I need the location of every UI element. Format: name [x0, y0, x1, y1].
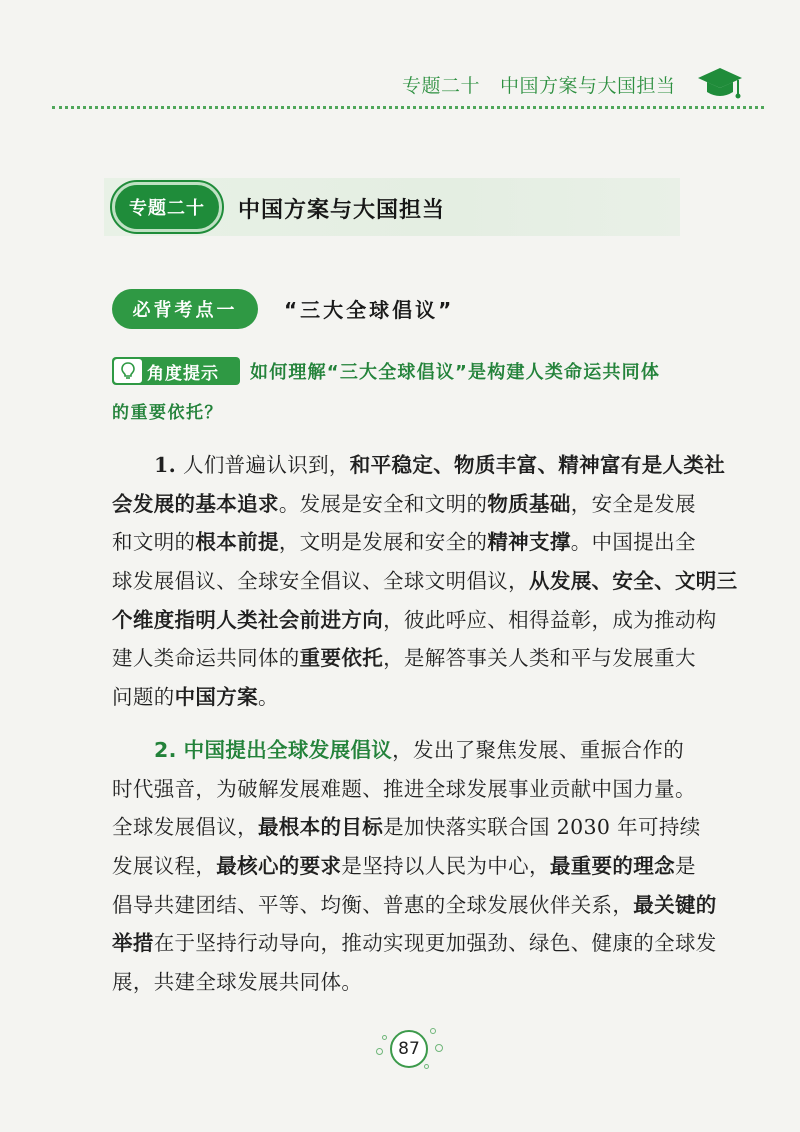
- lightbulb-icon: [114, 359, 142, 383]
- paragraph-2-line: 全球发展倡议，最根本的目标是加快落实联合国 2030 年可持续: [112, 815, 701, 840]
- section-banner: [104, 178, 680, 236]
- paragraph-2-line: 2. 中国提出全球发展倡议，发出了聚焦发展、重振合作的: [154, 738, 685, 762]
- section-tag: 专题二十: [112, 182, 222, 232]
- running-head: [402, 66, 676, 102]
- angle-hint-question-line2: 的重要依托？: [112, 403, 223, 423]
- page-number: [372, 1020, 444, 1084]
- angle-hint-badge: [112, 357, 240, 385]
- decorative-dot: [424, 1064, 429, 1069]
- angle-hint-question-line1: 如何理解“三大全球倡议”是构建人类命运共同体: [250, 362, 661, 383]
- paragraph-1-line: 问题的中国方案。: [112, 685, 279, 710]
- header-dotted-divider: [52, 106, 764, 109]
- paragraph-1-line: 球发展倡议、全球安全倡议、全球文明倡议，从发展、安全、文明三: [112, 569, 738, 594]
- paragraph-2-line: 倡导共建团结、平等、均衡、普惠的全球发展伙伴关系，最关键的: [112, 892, 717, 917]
- decorative-dot: [430, 1028, 436, 1034]
- paragraph-2-number: 2.: [154, 738, 177, 762]
- angle-hint-label: 角度提示: [147, 363, 219, 384]
- decorative-dot: [382, 1035, 387, 1040]
- key-point-tag: 必背考点一: [112, 289, 258, 329]
- paragraph-1-line: 会发展的基本追求。发展是安全和文明的物质基础，安全是发展: [112, 491, 696, 516]
- running-head-topic-label: 专题二十: [402, 74, 481, 97]
- key-point-title: “三大全球倡议”: [284, 298, 455, 322]
- paragraph-2-line: 时代强音，为破解发展难题、推进全球发展事业贡献中国力量。: [112, 776, 696, 801]
- paragraph-1-line: 1. 人们普遍认识到，和平稳定、物质丰富、精神富有是人类社: [154, 453, 726, 477]
- decorative-dot: [435, 1044, 443, 1052]
- running-head-topic-title: 中国方案与大国担当: [500, 74, 676, 97]
- paragraph-2-line: 举措在于坚持行动导向，推动实现更加强劲、绿色、健康的全球发: [112, 931, 717, 956]
- paragraph-1-line: 和文明的根本前提，文明是发展和安全的精神支撑。中国提出全: [112, 530, 696, 555]
- paragraph-2-line: 发展议程，最核心的要求是坚持以人民为中心，最重要的理念是: [112, 854, 696, 879]
- paragraph-1-line: 建人类命运共同体的重要依托，是解答事关人类和平与发展重大: [112, 646, 696, 671]
- paragraph-1-line: 个维度指明人类社会前进方向，彼此呼应、相得益彰，成为推动构: [112, 607, 717, 632]
- page-number-value: 87: [390, 1030, 428, 1068]
- decorative-dot: [376, 1048, 383, 1055]
- paragraph-1-number: 1.: [154, 453, 177, 477]
- paragraph-1: [112, 446, 738, 717]
- graduation-cap-icon: [697, 66, 743, 102]
- paragraph-2: [112, 731, 717, 1002]
- section-title: 中国方案与大国担当: [238, 198, 446, 223]
- paragraph-2-line: 展，共建全球发展共同体。: [112, 970, 363, 995]
